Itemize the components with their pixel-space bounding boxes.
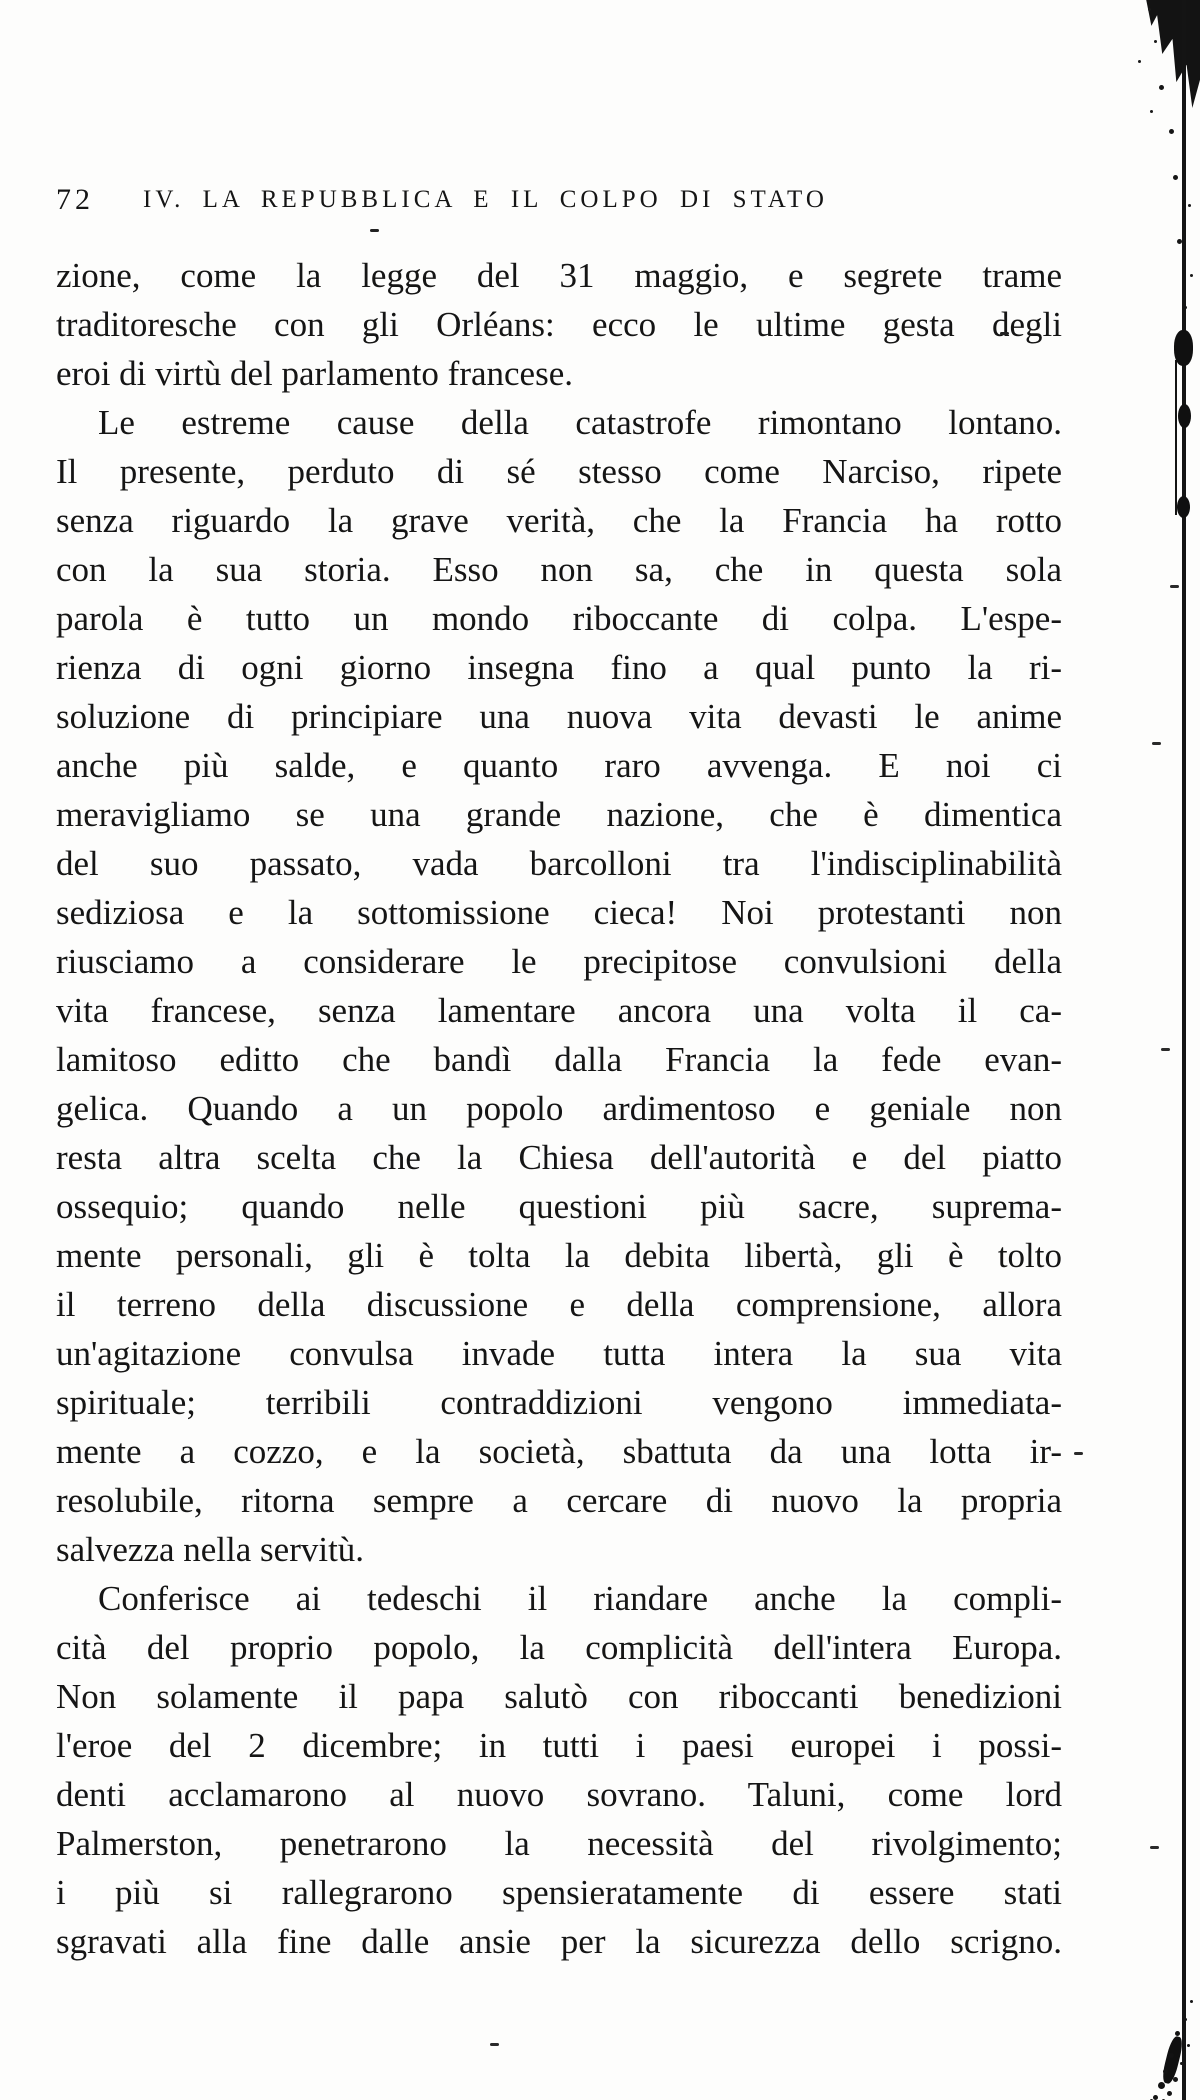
text-line: l'eroe del 2 dicembre; in tutti i paesi europei i possi-	[56, 1726, 1062, 1765]
text-line: parola è tutto un mondo riboccante di colpa. L'espe-	[56, 599, 1062, 638]
text-line: cità del proprio popolo, la complicità dell'intera Europa.	[56, 1628, 1062, 1667]
text-line: salvezza nella servitù.	[56, 1530, 365, 1569]
text-block	[56, 251, 1062, 1966]
text-line: ossequio; quando nelle questioni più sacre, suprema-	[56, 1187, 1062, 1226]
text-line: resta altra scelta che la Chiesa dell'autorità e del piatto	[56, 1138, 1062, 1177]
scan-dust-dots	[370, 229, 379, 232]
scan-speckles-top-right	[1148, 8, 1151, 11]
text-line: eroi di virtù del parlamento francese.	[56, 354, 574, 393]
text-line: gelica. Quando a un popolo ardimentoso e geniale non	[56, 1089, 1062, 1128]
text-line: Le estreme cause della catastrofe rimontano lontano.	[98, 403, 1062, 442]
scan-ink-blob	[1160, 2035, 1184, 2085]
text-line: meravigliamo se una grande nazione, che è dimentica	[56, 795, 1062, 834]
text-line: anche più salde, e quanto raro avvenga. E noi ci	[56, 746, 1062, 785]
text-line: del suo passato, vada barcolloni tra l'indisciplinabilità	[56, 844, 1062, 883]
text-line: soluzione di principiare una nuova vita devasti le anime	[56, 697, 1062, 736]
text-line: sgravati alla fine dalle ansie per la sicurezza dello scrigno.	[56, 1922, 1062, 1961]
scan-ink-blob	[1177, 496, 1190, 518]
running-title: IV. LA REPUBBLICA E IL COLPO DI STATO	[143, 186, 828, 213]
scan-ink-blob	[1174, 330, 1193, 366]
text-line: Conferisce ai tedeschi il riandare anche la compli-	[98, 1579, 1062, 1618]
text-line: senza riguardo la grave verità, che la Francia ha rotto	[56, 501, 1062, 540]
text-line: denti acclamarono al nuovo sovrano. Taluni, come lord	[56, 1775, 1062, 1814]
text-line: il terreno della discussione e della comprensione, allora	[56, 1285, 1062, 1324]
scan-speckles-bottom-right	[1190, 2000, 1193, 2003]
scan-edge-line	[1182, 0, 1186, 2100]
page-number: 72	[56, 183, 94, 216]
text-line: mente personali, gli è tolta la debita libertà, gli è tolto	[56, 1236, 1062, 1275]
text-line: Il presente, perduto di sé stesso come Narciso, ripete	[56, 452, 1062, 491]
text-line: vita francese, senza lamentare ancora una volta il ca-	[56, 991, 1062, 1030]
text-line: con la sua storia. Esso non sa, che in questa sola	[56, 550, 1062, 589]
text-line: sediziosa e la sottomissione cieca! Noi protestanti non	[56, 893, 1062, 932]
text-line: spirituale; terribili contraddizioni vengono immediata-	[56, 1383, 1062, 1422]
text-line: traditoresche con gli Orléans: ecco le ultime gesta degli	[56, 305, 1062, 344]
text-line: rienza di ogni giorno insegna fino a qual punto la ri-	[56, 648, 1062, 687]
text-line: lamitoso editto che bandì dalla Francia la fede evan-	[56, 1040, 1062, 1079]
text-line: zione, come la legge del 31 maggio, e segrete trame	[56, 256, 1062, 295]
text-line: mente a cozzo, e la società, sbattuta da una lotta ir-	[56, 1432, 1062, 1471]
text-line: Non solamente il papa salutò con riboccanti benedizioni	[56, 1677, 1062, 1716]
scan-smudge-top-right	[1136, 0, 1200, 108]
scan-ink-blob	[1178, 404, 1191, 428]
text-line: resolubile, ritorna sempre a cercare di nuovo la propria	[56, 1481, 1062, 1520]
text-line: Palmerston, penetrarono la necessità del rivolgimento;	[56, 1824, 1062, 1863]
text-line: riusciamo a considerare le precipitose convulsioni della	[56, 942, 1062, 981]
scan-edge-line-secondary	[1175, 360, 1177, 515]
text-line: un'agitazione convulsa invade tutta intera la sua vita	[56, 1334, 1062, 1373]
text-line: i più si rallegrarono spensieratamente di essere stati	[56, 1873, 1062, 1912]
